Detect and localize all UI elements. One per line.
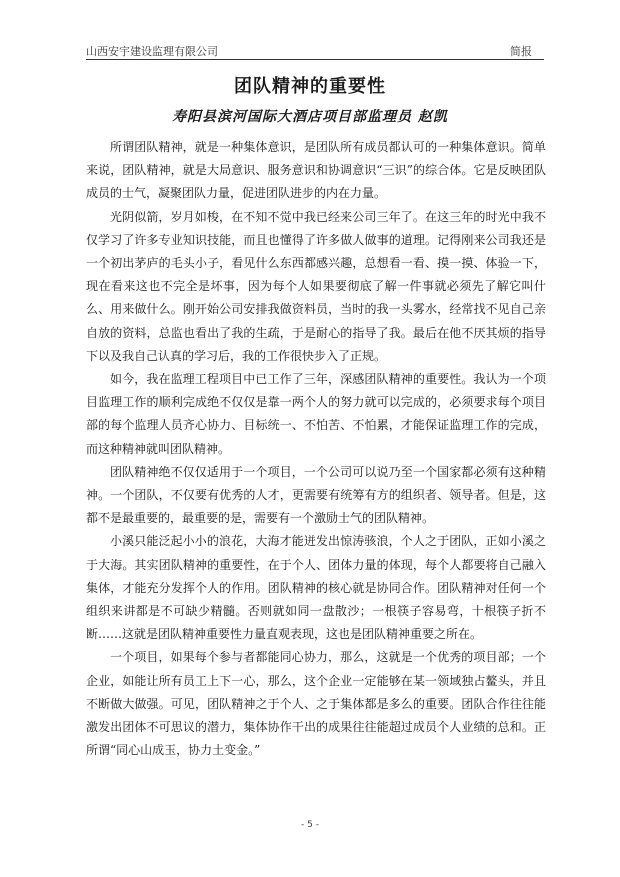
- article-body: [86, 136, 546, 762]
- page-number: - 5 -: [301, 820, 319, 830]
- paragraph: 团队精神绝不仅仅适用于一个项目，一个公司可以说乃至一个国家都必须有这种精神。一个团队，不仅要有优秀的人才，更需要有统筹有方的组织者、领导者。但是，这都不是最重要的，最重要的是，需要有一个激励士气的团队精神。: [86, 464, 546, 526]
- article-title: 团队精神的重要性: [234, 76, 386, 97]
- paragraph: 如今，我在监理工程项目中已工作了三年，深感团队精神的重要性。我认为一个项目监理工作的顺利完成绝不仅仅是靠一两个人的努力就可以完成的，必须要求每个项目部的每个监理人员齐心协力、目标统一、不怕苦、不怕累，才能保证监理工作的完成，而这种精神就叫团队精神。: [86, 372, 546, 456]
- paragraph: 光阴似箭，岁月如梭，在不知不觉中我已经来公司三年了。在这三年的时光中我不仅学习了许多专业知识技能，而且也懂得了许多做人做事的道理。记得刚来公司我还是一个初出茅庐的毛头小子，看见什么东西都感兴趣，总想看一看、摸一摸、体验一下，现在看来这也不完全是坏事，因为每个人如果要彻底了解一件事就必须先了解它叫什么、用来做什么。刚开始公司安排我做资料员，当时的我一头雾水，经常找不见自己亲自放的资料，总监也看出了我的生疏，于是耐心的指导了我。最后在他不厌其烦的指导下以及我自己认真的学习后，我的工作很快步入了正规。: [86, 209, 546, 363]
- document-type: 简报: [510, 45, 532, 58]
- paragraph: 一个项目，如果每个参与者都能同心协力，那么，这就是一个优秀的项目部；一个企业，如能让所有员工上下一心，那么，这个企业一定能够在某一领域独占鳌头，并且不断做大做强。可见，团队精神之于个人、之于集体都是多么的重要。团队合作往往能激发出团体不可思议的潜力，集体协作干出的成果往往能超过成员个人业绩的总和。正所谓“同心山成玉，协力土变金。”: [86, 650, 546, 758]
- article-byline: 寿阳县滨河国际大酒店项目部监理员 赵凯: [172, 109, 448, 125]
- company-name: 山西安宇建设监理有限公司: [86, 45, 218, 58]
- page-header: [86, 40, 544, 60]
- header-divider: [86, 59, 544, 60]
- paragraph: 小溪只能泛起小小的浪花，大海才能迸发出惊涛骇浪，个人之于团队，正如小溪之于大海。其实团队精神的重要性，在于个人、团体力量的体现，每个人都要将自己融入集体，才能充分发挥个人的作用。团队精神的核心就是协同合作。团队精神对任何一个组织来讲都是不可缺少精髓。否则就如同一盘散沙；一根筷子容易弯，十根筷子折不断……这就是团队精神重要性力量直观表现，这也是团队精神重要之所在。: [86, 534, 546, 642]
- paragraph: 所谓团队精神，就是一种集体意识，是团队所有成员都认可的一种集体意识。简单来说，团队精神，就是大局意识、服务意识和协调意识“三识”的综合体。它是反映团队成员的士气，凝聚团队力量，促进团队进步的内在力量。: [86, 140, 546, 201]
